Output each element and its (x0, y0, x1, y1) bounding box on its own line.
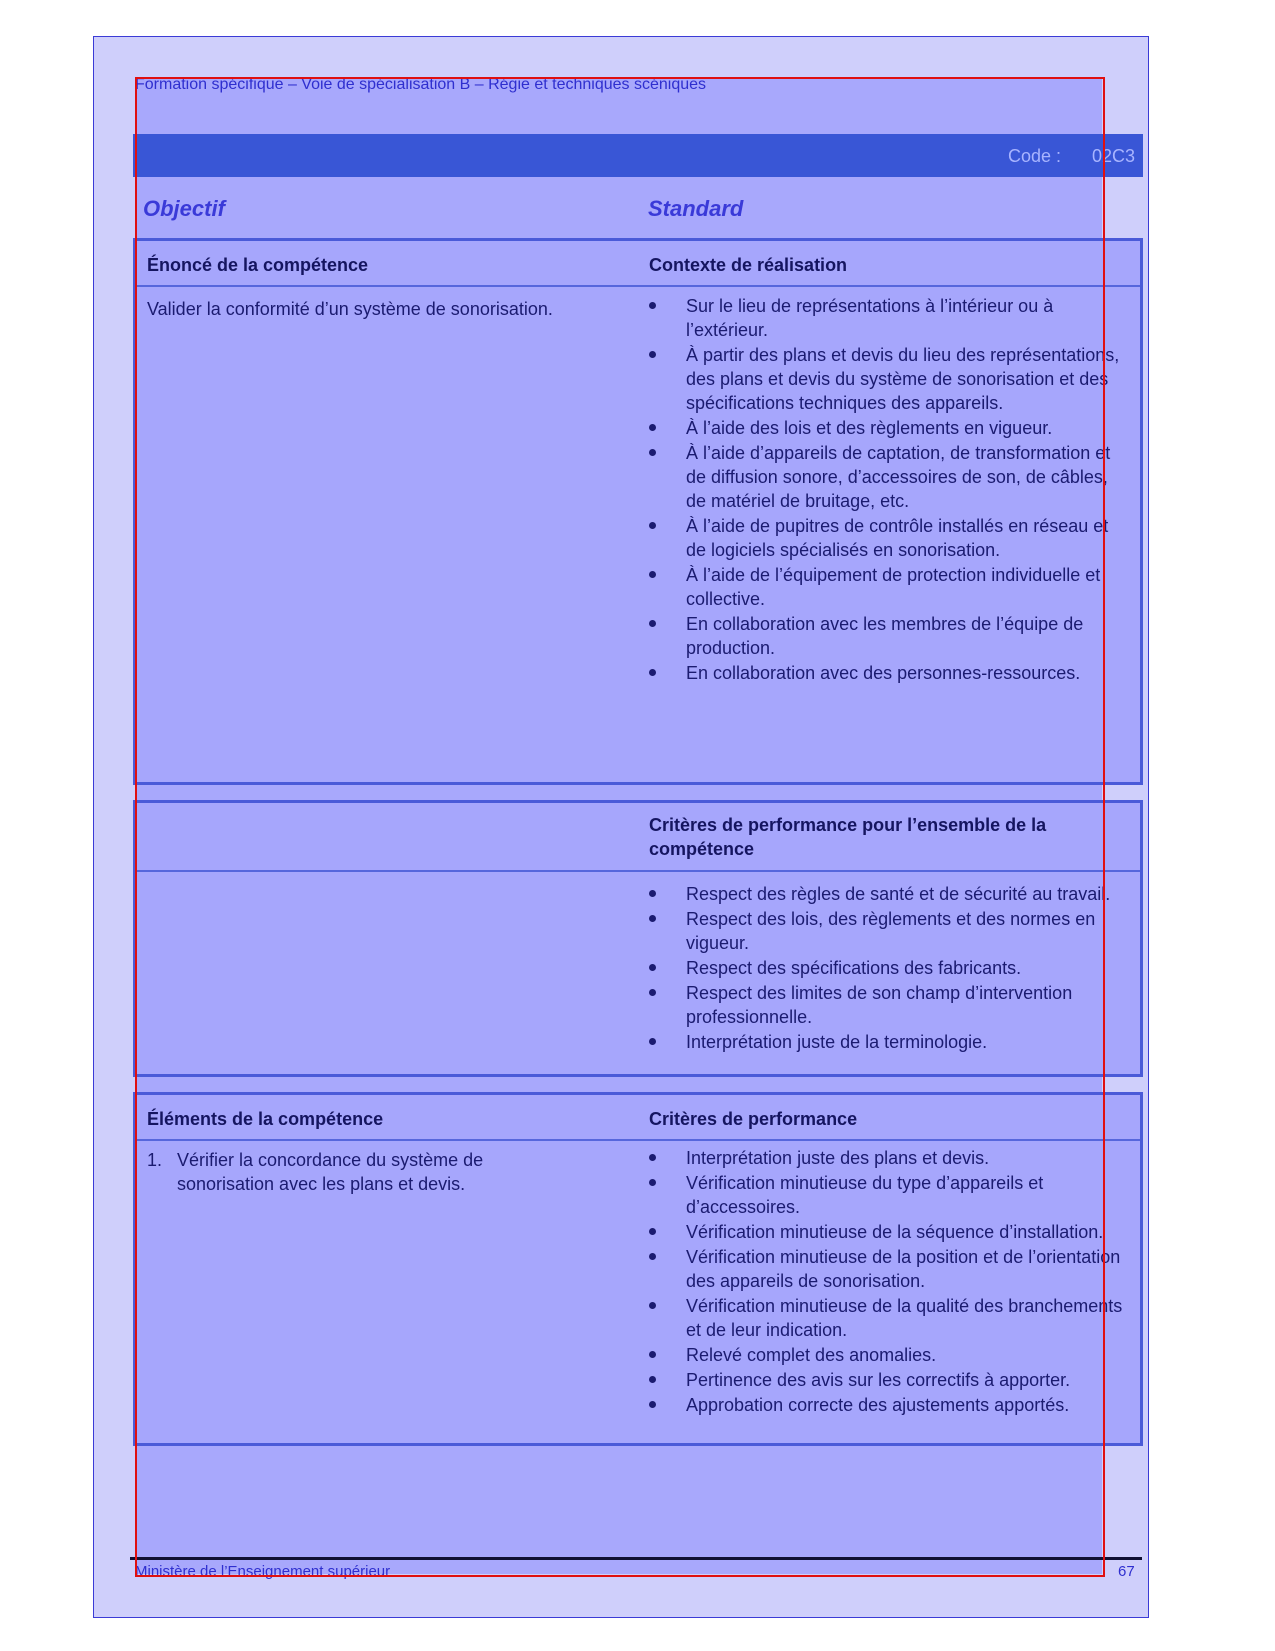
running-header: Formation spécifique – Voie de spécialisation B – Régie et techniques scéniques (135, 76, 707, 93)
bullet-icon (649, 449, 656, 456)
criteria-list (649, 1146, 1130, 1418)
competence-statement-section (133, 238, 1143, 785)
element-1 (147, 1148, 483, 1196)
competence-statement-heading: Énoncé de la compétence (147, 255, 369, 275)
list-item: À l’aide de l’équipement de protection individuelle et collective. (649, 563, 1130, 611)
overall-criteria-section (133, 800, 1143, 1077)
bullet-icon (649, 1401, 656, 1408)
overall-criteria-heading: Critères de performance pour l’ensemble de la compétence (649, 815, 1047, 859)
list-item: Relevé complet des anomalies. (649, 1343, 1130, 1367)
bullet-icon (649, 1351, 656, 1358)
list-item: En collaboration avec les membres de l’équipe de production. (649, 612, 1130, 660)
list-item: Respect des spécifications des fabricants. (649, 956, 1130, 980)
list-item: À l’aide des lois et des règlements en vigueur. (649, 416, 1130, 440)
code-value: 02C3 (1091, 146, 1135, 166)
list-item: Vérification minutieuse de la qualité des branchements et de leur indication. (649, 1294, 1130, 1342)
bullet-icon (649, 915, 656, 922)
standard-title: Standard (648, 196, 744, 221)
section-header (136, 241, 1140, 287)
list-item: À l’aide de pupitres de contrôle installés en réseau et de logiciels spécialisés en sonorisation. (649, 514, 1130, 562)
bullet-icon (649, 1179, 656, 1186)
list-item: Respect des lois, des règlements et des normes en vigueur. (649, 907, 1130, 955)
bullet-icon (649, 302, 656, 309)
element-line-2: sonorisation avec les plans et devis. (177, 1174, 466, 1194)
bullet-icon (649, 1376, 656, 1383)
criteria-heading: Critères de performance (649, 1109, 858, 1129)
list-item: Pertinence des avis sur les correctifs à apporter. (649, 1368, 1130, 1392)
section-header (136, 803, 1140, 872)
footer-divider (130, 1557, 1142, 1560)
list-item: En collaboration avec des personnes-ressources. (649, 661, 1130, 685)
competence-statement-text: Valider la conformité d’un système de sonorisation. (147, 299, 553, 319)
list-item: Respect des limites de son champ d’intervention professionnelle. (649, 981, 1130, 1029)
section-header (136, 1095, 1140, 1141)
list-item: Respect des règles de santé et de sécurité au travail. (649, 882, 1130, 906)
list-item: Approbation correcte des ajustements apportés. (649, 1393, 1130, 1417)
list-item: À partir des plans et devis du lieu des représentations, des plans et devis du système de sonorisation et des spécifications techniques des appareils. (649, 343, 1130, 415)
bullet-icon (649, 620, 656, 627)
competence-elements-section (133, 1092, 1143, 1446)
bullet-icon (649, 1038, 656, 1045)
code-bar (133, 134, 1143, 177)
bullet-icon (649, 1302, 656, 1309)
list-item: Interprétation juste des plans et devis. (649, 1146, 1130, 1170)
list-item: Interprétation juste de la terminologie. (649, 1030, 1130, 1054)
bullet-icon (649, 571, 656, 578)
context-heading: Contexte de réalisation (649, 255, 848, 275)
bullet-icon (649, 1228, 656, 1235)
bullet-icon (649, 424, 656, 431)
bullet-icon (649, 351, 656, 358)
bullet-icon (649, 1253, 656, 1260)
list-item: Vérification minutieuse du type d’appareils et d’accessoires. (649, 1171, 1130, 1219)
code-label: Code : (1007, 146, 1061, 166)
overall-criteria-list (649, 882, 1130, 1055)
page-number: 67 (1118, 1563, 1135, 1580)
bullet-icon (649, 669, 656, 676)
list-item: Vérification minutieuse de la séquence d’installation. (649, 1220, 1130, 1244)
context-list (649, 294, 1130, 686)
element-line-1: Vérifier la concordance du système de (177, 1150, 484, 1170)
objective-title: Objectif (143, 196, 225, 221)
bullet-icon (649, 522, 656, 529)
footer-ministry: Ministère de l’Enseignement supérieur (135, 1563, 391, 1580)
list-item: Vérification minutieuse de la position et de l’orientation des appareils de sonorisation. (649, 1245, 1130, 1293)
element-number: 1. (147, 1150, 163, 1170)
elements-heading: Éléments de la compétence (147, 1109, 384, 1129)
bullet-icon (649, 890, 656, 897)
bullet-icon (649, 964, 656, 971)
list-item: Sur le lieu de représentations à l’intérieur ou à l’extérieur. (649, 294, 1130, 342)
bullet-icon (649, 1154, 656, 1161)
bullet-icon (649, 989, 656, 996)
list-item: À l’aide d’appareils de captation, de transformation et de diffusion sonore, d’accessoires de son, de câbles, de matériel de bruitage, etc. (649, 441, 1130, 513)
